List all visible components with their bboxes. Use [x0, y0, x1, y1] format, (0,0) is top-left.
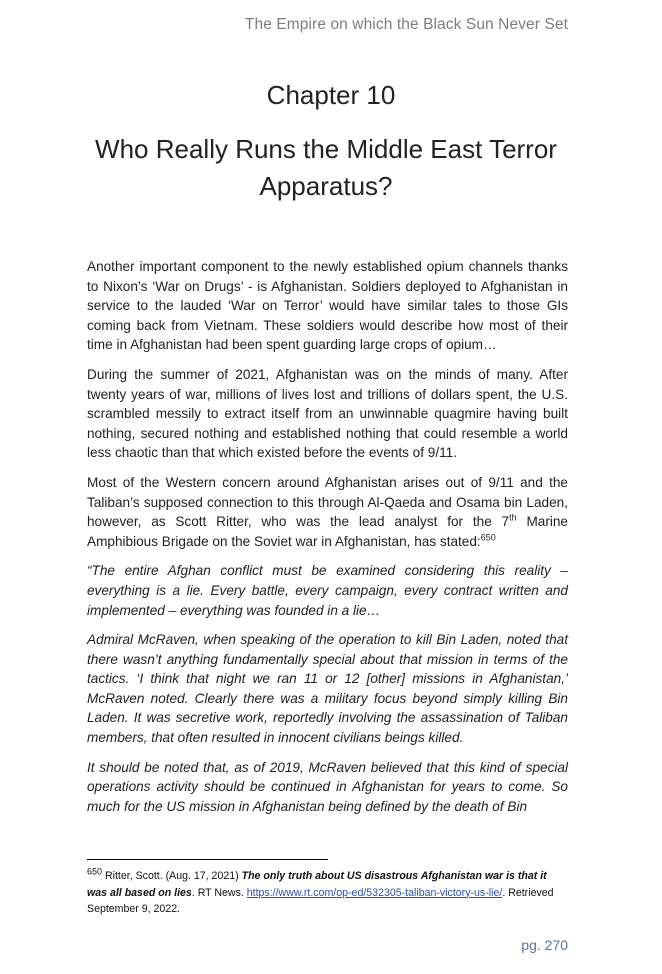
chapter-number: Chapter 10 [266, 80, 396, 110]
footnote-separator [87, 859, 328, 860]
paragraph: During the summer of 2021, Afghanistan was on the minds of many. After twenty years of war, millions of lives lost and trillions of dollars spent, the U.S. scrambled messily to extract itself from an unwinnable quagmire having built nothing, secured nothing and established nothing that could resemble a world less chaotic than that which existed before the events of 9/11. [87, 366, 568, 461]
ordinal-superscript: th [509, 512, 517, 523]
footnote-source-title: The only truth about US disastrous Afghanistan war is that it was all based on lies [87, 870, 547, 899]
chapter-title: Who Really Runs the Middle East Terror Apparatus? [95, 134, 557, 201]
footnote-publisher: . RT News. [191, 886, 247, 899]
running-header: The Empire on which the Black Sun Never Set [244, 16, 568, 33]
footnote-reference[interactable]: 650 [480, 532, 496, 543]
footnote-number: 650 [87, 866, 103, 877]
paragraph-text: Marine Amphibious Brigade on the Soviet war in Afghanistan, has stated: [87, 514, 568, 549]
footnote [87, 868, 568, 918]
paragraph: Another important component to the newly established opium channels thanks to Nixon’s ‘War on Drugs’ - is Afghanistan. Soldiers deployed to Afghanistan in service to the lauded ‘War on Terror’ would have similar tales to those GIs coming back from Vietnam. These soldiers would describe how most of their time in Afghanistan had been spent guarding large crops of opium… [87, 259, 568, 353]
page-number: pg. 270 [521, 937, 568, 953]
footnote-retrieved: . Retrieved September 9, 2022. [87, 886, 554, 915]
footnote-author: Ritter, Scott. (Aug. 17, 2021) [102, 870, 242, 882]
paragraph-text: Most of the Western concern around Afghanistan arises out of 9/11 and the Taliban’s supposed connection to this through Al-Qaeda and Osama bin Laden, however, as Scott Ritter, who was the lead analyst for the 7 [87, 474, 568, 530]
quote-paragraph: Admiral McRaven, when speaking of the operation to kill Bin Laden, noted that there wasn’t anything fundamentally special about that mission in terms of the tactics. ‘I think that night we ran 11 or 12 [other] missions in Afghanistan,’ McRaven noted. Clearly there was a military focus beyond simply killing Bin Laden. It was secretive work, reportedly involving the assassination of Taliban members, that often resulted in innocent civilians beings killed. [87, 632, 568, 746]
quote-paragraph: It should be noted that, as of 2019, McRaven believed that this kind of special operations activity should be continued in Afghanistan for years to come. So much for the US mission in Afghanistan being defined by the death of Bin [87, 759, 568, 814]
footnote-link[interactable]: https://www.rt.com/op-ed/532305-taliban-victory-us-lie/ [246, 886, 503, 899]
paragraph [87, 473, 568, 551]
body-text [87, 257, 568, 826]
quote-paragraph: “The entire Afghan conflict must be examined considering this reality – everything is a lie. Every battle, every campaign, every contract written and implemented – everything was founded in a lie… [87, 563, 568, 618]
